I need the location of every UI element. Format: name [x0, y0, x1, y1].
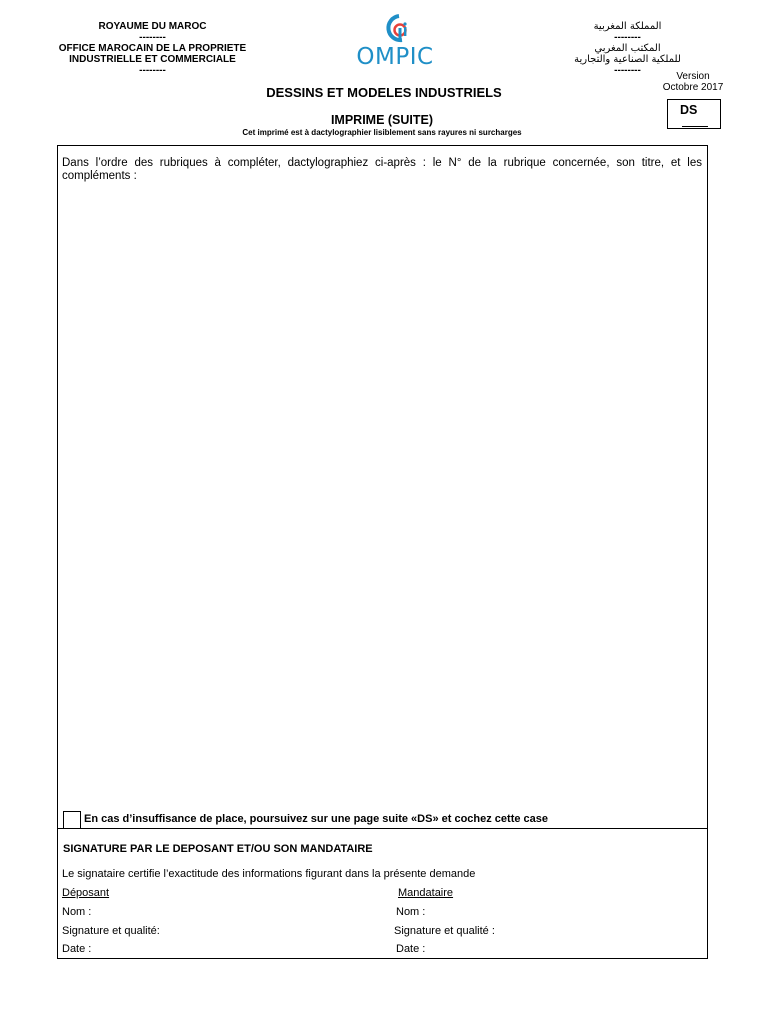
- deposant-signature-field[interactable]: Signature et qualité:: [62, 925, 160, 937]
- mandataire-name-field[interactable]: Nom :: [396, 906, 426, 918]
- separator: --------: [614, 65, 641, 76]
- version-label: Version: [676, 71, 710, 82]
- form-code: DS: [680, 103, 698, 117]
- separator: --------: [139, 32, 166, 43]
- instruction-text: Dans l’ordre des rubriques à compléter, dactylographiez ci-après : le N° de la rubrique concernée, son titre, et les compléments :: [62, 157, 702, 182]
- deposant-name-field[interactable]: Nom :: [62, 906, 92, 918]
- form-code-box: [667, 99, 721, 129]
- form-subtitle: Cet imprimé est à dactylographier lisiblement sans rayures ni surcharges: [242, 128, 522, 137]
- separator: --------: [139, 65, 166, 76]
- issuer-block-ar: [560, 21, 695, 76]
- mandataire-date-field[interactable]: Date :: [396, 943, 426, 955]
- deposant-heading: Déposant: [62, 887, 110, 899]
- logo-wordmark: OMPIC: [356, 44, 434, 70]
- office-name-line1: OFFICE MAROCAIN DE LA PROPRIETE: [58, 43, 247, 54]
- issuer-block-fr: [30, 21, 275, 76]
- mandataire-signature-field[interactable]: Signature et qualité :: [394, 925, 495, 937]
- kingdom-label-ar: المملكة المغربية: [593, 21, 662, 32]
- form-title: IMPRIME (SUITE): [330, 113, 434, 127]
- office-name-line2: INDUSTRIELLE ET COMMERCIALE: [69, 54, 236, 65]
- mandataire-heading: Mandataire: [398, 887, 454, 899]
- ompic-logo: [352, 10, 438, 72]
- certification-statement: Le signataire certifie l’exactitude des informations figurant dans la présente demande: [62, 868, 476, 880]
- continuation-checkbox-label: En cas d’insuffisance de place, poursuivez sur une page suite «DS» et cochez cette case: [84, 813, 549, 825]
- continuation-checkbox[interactable]: [63, 811, 81, 829]
- signature-section-title: SIGNATURE PAR LE DEPOSANT ET/OU SON MANDATAIRE: [63, 843, 373, 855]
- form-code-underline: [682, 126, 708, 127]
- office-name-ar-line1: المكتب المغربي: [594, 43, 661, 54]
- office-name-ar-line2: للملكية الصناعية والتجارية: [574, 54, 681, 65]
- deposant-date-field[interactable]: Date :: [62, 943, 92, 955]
- kingdom-label: ROYAUME DU MAROC: [98, 21, 207, 32]
- document-title: DESSINS ET MODELES INDUSTRIELS: [266, 85, 502, 100]
- separator: --------: [614, 32, 641, 43]
- free-text-area[interactable]: [57, 145, 708, 830]
- version-date: Octobre 2017: [662, 82, 724, 93]
